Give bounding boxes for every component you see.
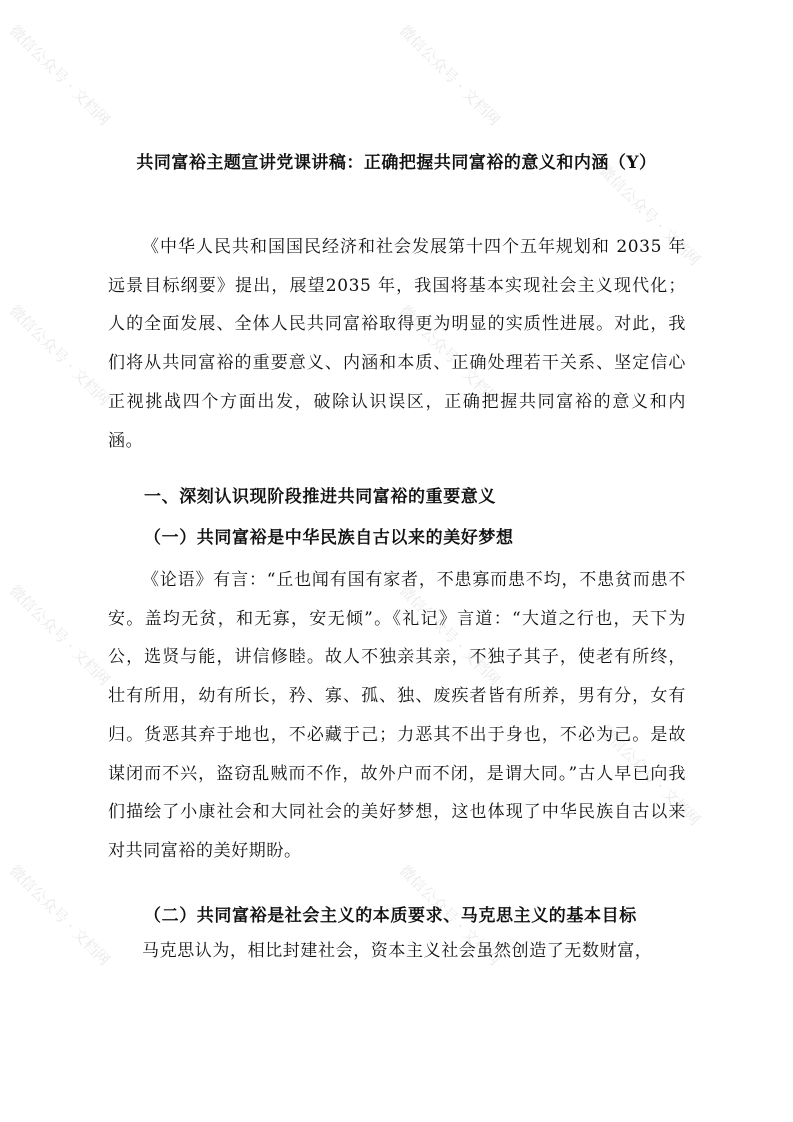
watermark-9: 微信公众号 · 文档网 (595, 161, 704, 270)
section-heading-1: 一、深刻认识现阶段推进共同富裕的重要意义 (144, 487, 496, 507)
watermark-4: 微信公众号 · 文档网 (395, 301, 504, 410)
watermark-1: 微信公众号 · 文档网 (5, 21, 114, 130)
subsection-heading-2: （二）共同富裕是社会主义的本质要求、马克思主义的基本目标 (144, 906, 637, 926)
watermark-7: 微信公众号 · 文档网 (5, 861, 114, 970)
watermark-10: 微信公众号 · 文档网 (595, 721, 704, 830)
subsection-heading-1: （一）共同富裕是中华民族自古以来的美好梦想 (144, 528, 514, 548)
intro-paragraph: 《中华人民共和国国民经济和社会发展第十四个五年规划和 2035 年远景目标纲要》提出，展望2035 年，我国将基本实现社会主义现代化；人的全面发展、全体人民共同富裕取得更为明显的实质性进展。对此，我们将从共同富裕的重要意义、内涵和本质、正确处理若干关系、坚定信心正视挑战四个方面出发，破除认识误区，正确把握共同富裕的意义和内涵。 (108, 237, 686, 451)
watermark-5: 微信公众号 · 文档网 (5, 581, 114, 690)
body-paragraph-1: 《论语》有言：“丘也闻有国有家者，不患寡而患不均，不患贫而患不安。盖均无贫，和无寡，安无倾”。《礼记》言道：“大道之行也，天下为公，选贤与能，讲信修睦。故人不独亲其亲，不独子其子，使老有所终，壮有所用，幼有所长，矜、寡、孤、独、废疾者皆有所养，男有分，女有归。货恶其弃于地也，不必藏于己；力恶其不出于身也，不必为己。是故谋闭而不兴，盗窃乱贼而不作，故外户而不闭，是谓大同。”古人早已向我们描绘了小康社会和大同社会的美好梦想，这也体现了中华民族自古以来对共同富裕的美好期盼。 (108, 570, 686, 861)
watermark-6: 微信公众号 · 文档网 (395, 581, 504, 690)
watermark-2: 微信公众号 · 文档网 (395, 21, 504, 130)
body-paragraph-2: 马克思认为，相比封建社会，资本主义社会虽然创造了无数财富， (142, 941, 653, 961)
watermark-8: 微信公众号 · 文档网 (395, 861, 504, 970)
watermark-3: 微信公众号 · 文档网 (5, 301, 114, 410)
document-title: 共同富裕主题宣讲党课讲稿：正确把握共同富裕的意义和内涵（Y） (136, 153, 657, 173)
